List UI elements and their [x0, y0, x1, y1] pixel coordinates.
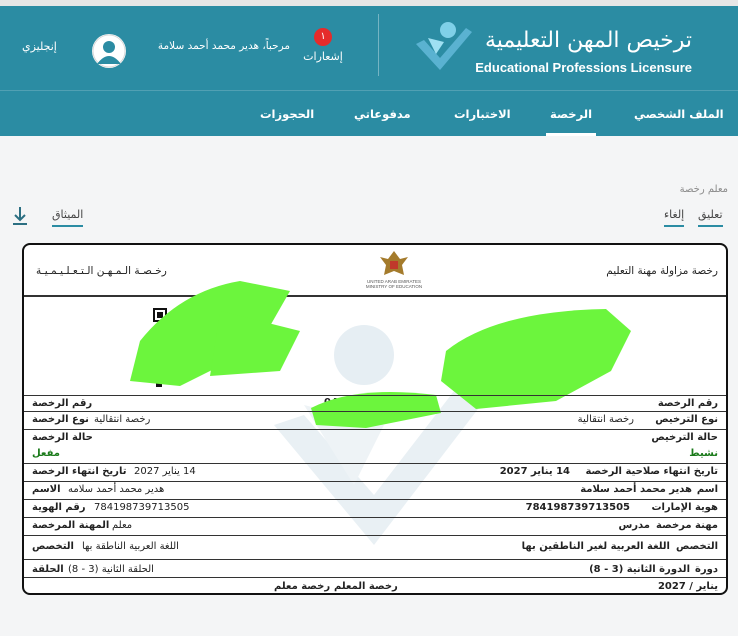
row-license-type	[24, 411, 728, 425]
nav-profile[interactable]: الملف الشخصي	[634, 107, 724, 121]
row-emirates-id	[24, 499, 728, 513]
top-strip	[0, 0, 738, 6]
falcon-emblem-icon	[364, 249, 424, 279]
license-status-value-right: نشيط	[689, 448, 718, 459]
specialty-label-right: التخصص	[676, 541, 718, 552]
uae-emblem	[364, 249, 424, 293]
license-type-value-right: رخصة انتقالية	[577, 414, 634, 425]
notifications-label: إشعارات	[303, 50, 343, 63]
breadcrumb: معلم رخصة	[679, 184, 728, 195]
row-name	[24, 481, 728, 495]
cycle-value-left: الحلقة الثانية (3 - 8)	[68, 564, 154, 575]
redaction-mark-left	[120, 271, 310, 401]
main-nav	[0, 90, 738, 136]
row-bottom	[24, 577, 728, 595]
issue-date-value: يناير / 2027	[657, 581, 718, 592]
notifications-button[interactable]	[298, 28, 348, 68]
redaction-mark-middle	[306, 383, 446, 433]
cycle-label-left: الحلقة	[32, 564, 64, 575]
user-avatar-icon	[92, 34, 126, 68]
license-type-value-left: رخصة انتقالية	[94, 414, 151, 425]
download-icon[interactable]	[12, 206, 28, 226]
logo-figure-icon	[410, 18, 474, 76]
expiry-label-right: تاريخ انتهاء صلاحية الرخصة	[585, 466, 718, 477]
logo-arabic-text: ترخيص المهن التعليمية	[484, 28, 692, 53]
suspend-link[interactable]: تعليق	[698, 208, 723, 227]
row-expiry	[24, 463, 728, 477]
row-license-status	[24, 429, 728, 461]
redaction-mark-right	[436, 301, 636, 421]
profession-label-right: مهنة مرخصة	[656, 520, 718, 531]
profession-value-left: معلم	[112, 520, 133, 531]
welcome-message: مرحباً، هدير محمد أحمد سلامة	[157, 40, 290, 52]
profession-value-right: مدرس	[618, 520, 650, 531]
specialty-value-left: اللغة العربية الناطقة بها	[82, 541, 179, 552]
expiry-value-left: 14 يناير 2027	[134, 466, 196, 477]
row-profession	[24, 517, 728, 531]
license-number-label-right: رقم الرخصة	[657, 398, 718, 409]
charter-link[interactable]: الميثاق	[52, 208, 83, 227]
specialty-label-left: التخصص	[32, 541, 74, 552]
app-header	[0, 0, 738, 90]
emirates-id-value-left: 784198739713505	[94, 502, 190, 513]
name-label-right: اسم	[696, 484, 718, 495]
teacher-license-label: رخصة المعلم	[334, 581, 398, 592]
emirates-id-value-right: 784198739713505	[525, 502, 630, 513]
nav-payments[interactable]: مدفوعاتي	[354, 107, 411, 121]
license-number-label-left: رقم الرخصة	[32, 398, 93, 409]
license-status-label-right: حالة الترخيص	[651, 432, 718, 443]
license-type-label-right: نوع الترخيص	[655, 414, 718, 425]
header-divider	[378, 14, 379, 76]
avatar[interactable]	[92, 34, 126, 68]
card-title-left: رخـصـة الـمـهـن الـتـعـلـيـمـيـة	[36, 265, 167, 277]
license-status-value-left: مفعل	[32, 448, 60, 459]
cycle-label-right: دورة	[694, 564, 718, 575]
name-label-left: الاسم	[32, 484, 61, 495]
license-status-label-left: حالة الرخصة	[32, 432, 93, 443]
teacher-license-value: رخصة معلم	[274, 581, 331, 592]
row-cycle	[24, 559, 728, 577]
expiry-label-left: تاريخ انتهاء الرخصة	[32, 466, 127, 477]
emblem-caption: UNITED ARAB EMIRATES MINISTRY OF EDUCATION	[365, 279, 423, 289]
expiry-value-right: 14 يناير 2027	[499, 466, 570, 477]
row-license-number	[24, 395, 728, 409]
nav-bookings[interactable]: الحجوزات	[260, 107, 315, 121]
profession-label-left: المهنة المرخصة	[32, 520, 110, 531]
license-card	[22, 243, 728, 595]
nav-license[interactable]: الرخصة	[550, 107, 593, 121]
specialty-value-right: اللغة العربية لغير الناطقين بها	[521, 541, 670, 552]
emirates-id-label-right: هوية الإمارات	[651, 502, 718, 513]
notification-count-badge: ١	[314, 28, 332, 46]
card-title-right: رخصة مزاولة مهنة التعليم	[606, 265, 718, 277]
row-specialty	[24, 535, 728, 559]
site-logo[interactable]	[400, 14, 720, 80]
cycle-value-right: الدورة الثانية (3 - 8)	[589, 564, 690, 575]
logo-english-text: Educational Professions Licensure	[475, 60, 692, 75]
language-toggle[interactable]: إنجليزي	[22, 40, 57, 53]
name-value-right: هدير محمد أحمد سلامة	[580, 484, 692, 495]
name-value-left: هدير محمد أحمد سلامه	[68, 484, 165, 495]
emirates-id-label-left: رقم الهوية	[32, 502, 86, 513]
license-type-label-left: نوع الرخصة	[32, 414, 89, 425]
cancel-link[interactable]: إلغاء	[664, 208, 684, 227]
nav-exams[interactable]: الاختبارات	[454, 107, 511, 121]
